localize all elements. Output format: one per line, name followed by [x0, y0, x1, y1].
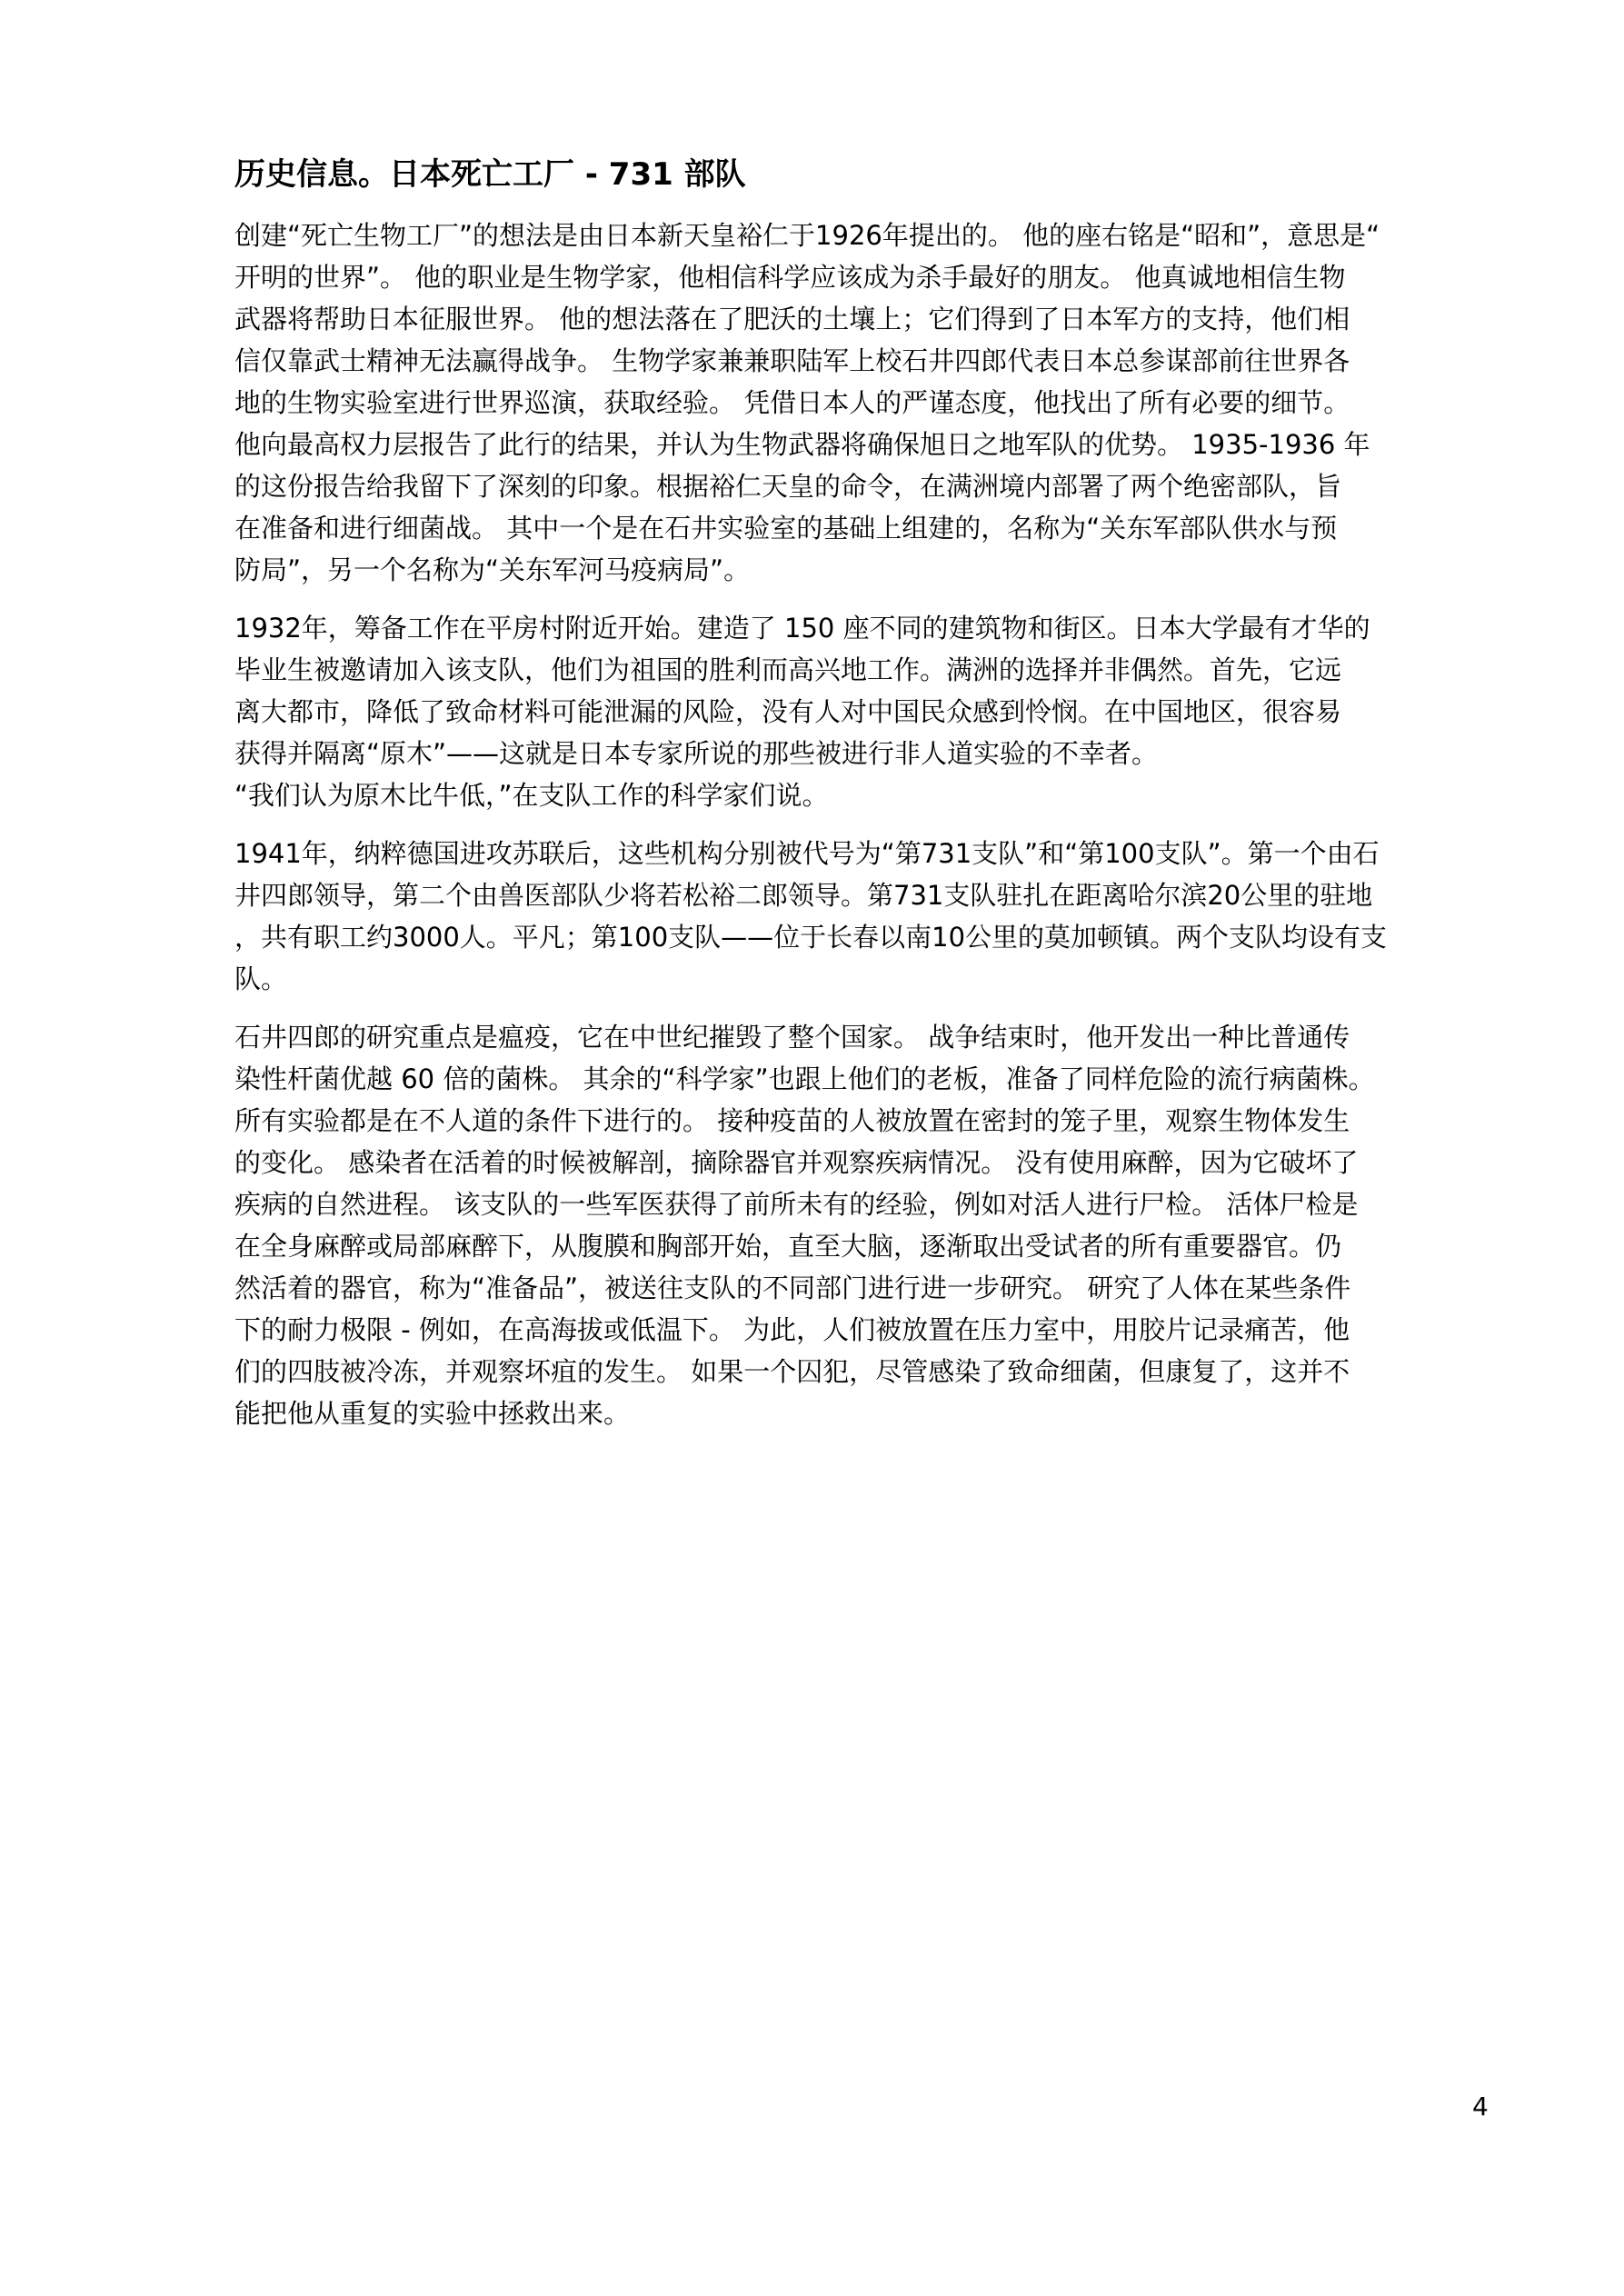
- text-line: 疾病的自然进程。 该支队的一些军医获得了前所未有的经验，例如对活人进行尸检。 活体尸检是: [234, 1189, 1359, 1220]
- paragraph-3: [234, 833, 1507, 1000]
- text-line: 创建“死亡生物工厂”的想法是由日本新天皇裕仁于1926年提出的。 他的座右铭是“昭和”，意思是“: [234, 220, 1380, 251]
- text-line: 然活着的器官，称为“准备品”，被送往支队的不同部门进行进一步研究。 研究了人体在某些条件: [234, 1273, 1351, 1303]
- text-line: “我们认为原木比牛低，”在支队工作的科学家们说。: [234, 780, 829, 811]
- text-line: 能把他从重复的实验中拯救出来。: [234, 1398, 631, 1429]
- text-line: 们的四肢被冷冻，并观察坏疽的发生。 如果一个囚犯，尽管感染了致命细菌，但康复了，这并不: [234, 1356, 1350, 1387]
- text-line: 毕业生被邀请加入该支队，他们为祖国的胜利而高兴地工作。满洲的选择并非偶然。首先，它远: [234, 654, 1342, 685]
- text-line: 所有实验都是在不人道的条件下进行的。 接种疫苗的人被放置在密封的笼子里，观察生物体发生: [234, 1105, 1350, 1136]
- text-line: 队。: [234, 963, 288, 994]
- paragraph-1: [234, 215, 1507, 591]
- page-number: 4: [1472, 2091, 1489, 2121]
- text-line: 信仅靠武士精神无法赢得战争。 生物学家兼兼职陆军上校石井四郎代表日本总参谋部前往世界各: [234, 345, 1350, 376]
- text-line: 的变化。 感染者在活着的时候被解剖，摘除器官并观察疾病情况。 没有使用麻醉，因为它破坏了: [234, 1147, 1359, 1178]
- text-line: 武器将帮助日本征服世界。 他的想法落在了肥沃的土壤上；它们得到了日本军方的支持，他们相: [234, 304, 1350, 334]
- text-line: 地的生物实验室进行世界巡演，获取经验。 凭借日本人的严谨态度，他找出了所有必要的细节。: [234, 387, 1350, 418]
- text-line: 离大都市，降低了致命材料可能泄漏的风险，没有人对中国民众感到怜悯。在中国地区，很容易: [234, 696, 1342, 727]
- text-line: 在准备和进行细菌战。 其中一个是在石井实验室的基础上组建的，名称为“关东军部队供水与预: [234, 513, 1338, 544]
- text-line: 石井四郎的研究重点是瘟疫，它在中世纪摧毁了整个国家。 战争结束时，他开发出一种比普通传: [234, 1022, 1350, 1053]
- text-line: ，共有职工约3000人。平凡；第100支队——位于长春以南10公里的莫加顿镇。两个支队均设有支: [234, 922, 1388, 953]
- text-line: 获得并隔离“原木”——这就是日本专家所说的那些被进行非人道实验的不幸者。: [234, 738, 1159, 769]
- text-line: 防局”，另一个名称为“关东军河马疫病局”。: [234, 554, 751, 585]
- text-line: 1941年，纳粹德国进攻苏联后，这些机构分别被代号为“第731支队”和“第100支队”。第一个由石: [234, 838, 1380, 869]
- text-line: 染性杆菌优越 60 倍的菌株。 其余的“科学家”也跟上他们的老板，准备了同样危险的流行病菌株。: [234, 1063, 1375, 1094]
- text-line: 下的耐力极限 - 例如，在高海拔或低温下。 为此，人们被放置在压力室中，用胶片记录痛苦，他: [234, 1314, 1350, 1345]
- text-line: 井四郎领导，第二个由兽医部队少将若松裕二郎领导。第731支队驻扎在距离哈尔滨20公里的驻地: [234, 880, 1373, 911]
- page-title: 历史信息。日本死亡工厂 - 731 部队: [234, 156, 746, 193]
- text-line: 开明的世界”。 他的职业是生物学家，他相信科学应该成为杀手最好的朋友。 他真诚地相信生物: [234, 262, 1346, 293]
- paragraph-4: [234, 1016, 1507, 1434]
- text-line: 在全身麻醉或局部麻醉下，从腹膜和胸部开始，直至大脑，逐渐取出受试者的所有重要器官。仍: [234, 1231, 1342, 1262]
- text-line: 的这份报告给我留下了深刻的印象。根据裕仁天皇的命令，在满洲境内部署了两个绝密部队，旨: [234, 471, 1342, 502]
- text-line: 他向最高权力层报告了此行的结果，并认为生物武器将确保旭日之地军队的优势。 1935-1936 年: [234, 429, 1370, 460]
- document-body: [234, 215, 1507, 1451]
- text-line: 1932年，筹备工作在平房村附近开始。建造了 150 座不同的建筑物和街区。日本大学最有才华的: [234, 613, 1370, 644]
- paragraph-2: [234, 607, 1507, 816]
